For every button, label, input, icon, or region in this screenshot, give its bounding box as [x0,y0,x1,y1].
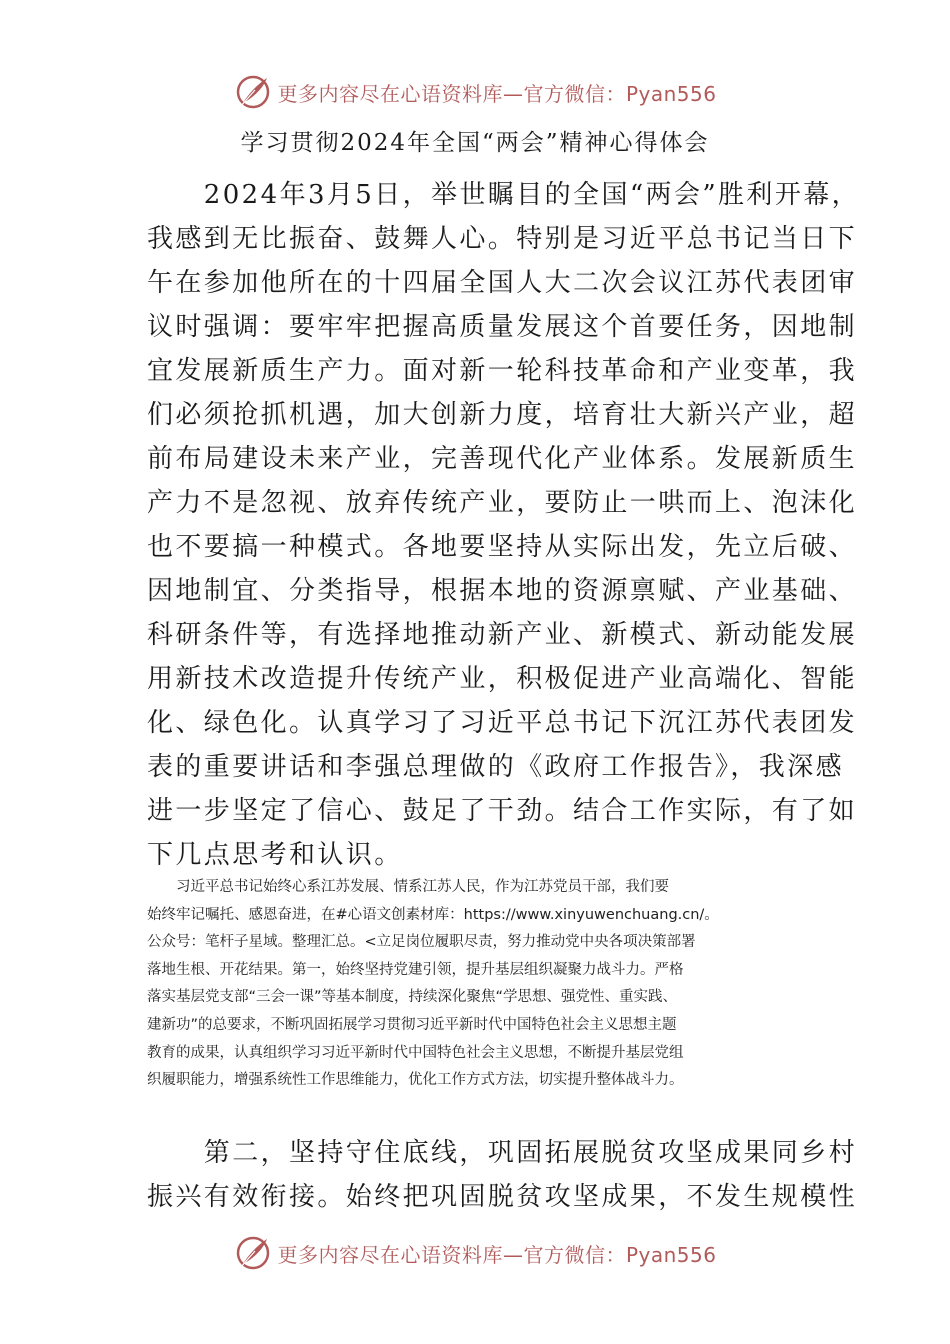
paragraph-3 [147,1131,858,1219]
paragraph-2 [147,874,827,1095]
text-line: 落地生根、开花结果。第一，始终坚持党建引领，提升基层组织凝聚力战斗力。严格 [147,961,684,978]
text-line: 也不要搞一种模式。各地要坚持从实际出发，先立后破、 [147,532,858,562]
text-line: 教育的成果，认真组织学习习近平新时代中国特色社会主义思想，不断提升基层党组 [147,1044,684,1061]
text-line: 用新技术改造提升传统产业，积极促进产业高端化、智能 [147,664,858,694]
text-line: 化、绿色化。认真学习了习近平总书记下沉江苏代表团发 [147,708,858,738]
text-line: 振兴有效衔接。始终把巩固脱贫攻坚成果，不发生规模性 [147,1182,858,1212]
footer-banner [0,1233,950,1273]
text-line: 表的重要讲话和李强总理做的《政府工作报告》，我深感 [147,752,845,782]
text-line: 们必须抢抓机遇，加大创新力度，培育壮大新兴产业，超 [147,400,858,430]
text-line: 我感到无比振奋、鼓舞人心。特别是习近平总书记当日下 [147,224,858,254]
banner-text: 更多内容尽在心语资料库—官方微信：Pyan556 [277,1242,717,1267]
text-line: 建新功”的总要求，不断巩固拓展学习贯彻习近平新时代中国特色社会主义思想主题 [147,1016,677,1033]
text-line: 始终牢记嘱托、感恩奋进，在#心语文创素材库：https://www.xinyuwenchuang.cn/。 [147,906,719,923]
document-title: 学习贯彻2024年全国“两会”精神心得体会 [240,130,710,156]
text-line: 下几点思考和认识。 [147,840,403,870]
text-line: 公众号：笔杆子星域。整理汇总。<立足岗位履职尽责，努力推动党中央各项决策部署 [147,934,696,951]
text-line: 习近平总书记始终心系江苏发展、情系江苏人民，作为江苏党员干部，我们要 [147,879,669,895]
feather-pen-logo-icon [233,1233,273,1273]
text-line: 前布局建设未来产业，完善现代化产业体系。发展新质生 [147,444,858,474]
text-line: 午在参加他所在的十四届全国人大二次会议江苏代表团审 [147,268,858,298]
banner-text: 更多内容尽在心语资料库—官方微信：Pyan556 [277,81,717,106]
text-line: 科研条件等，有选择地推动新产业、新模式、新动能发展 [147,620,858,650]
text-line: 因地制宜、分类指导，根据本地的资源禀赋、产业基础、 [147,576,858,606]
text-line: 落实基层党支部“三会一课”等基本制度，持续深化聚焦“学思想、强党性、重实践、 [147,989,678,1006]
text-line: 议时强调：要牢牢把握高质量发展这个首要任务，因地制 [147,312,858,342]
header-banner [0,72,950,112]
feather-pen-logo-icon [233,72,273,112]
text-line: 2024年3月5日，举世瞩目的全国“两会”胜利开幕， [147,180,861,210]
text-line: 进一步坚定了信心、鼓足了干劲。结合工作实际，有了如 [147,796,858,826]
text-line: 产力不是忽视、放弃传统产业，要防止一哄而上、泡沫化 [147,488,858,518]
paragraph-1 [147,173,861,877]
text-line: 宜发展新质生产力。面对新一轮科技革命和产业变革，我 [147,356,858,386]
text-line: 织履职能力，增强系统性工作思维能力，优化工作方式方法，切实提升整体战斗力。 [147,1072,684,1089]
text-line: 第二，坚持守住底线，巩固拓展脱贫攻坚成果同乡村 [147,1138,858,1168]
